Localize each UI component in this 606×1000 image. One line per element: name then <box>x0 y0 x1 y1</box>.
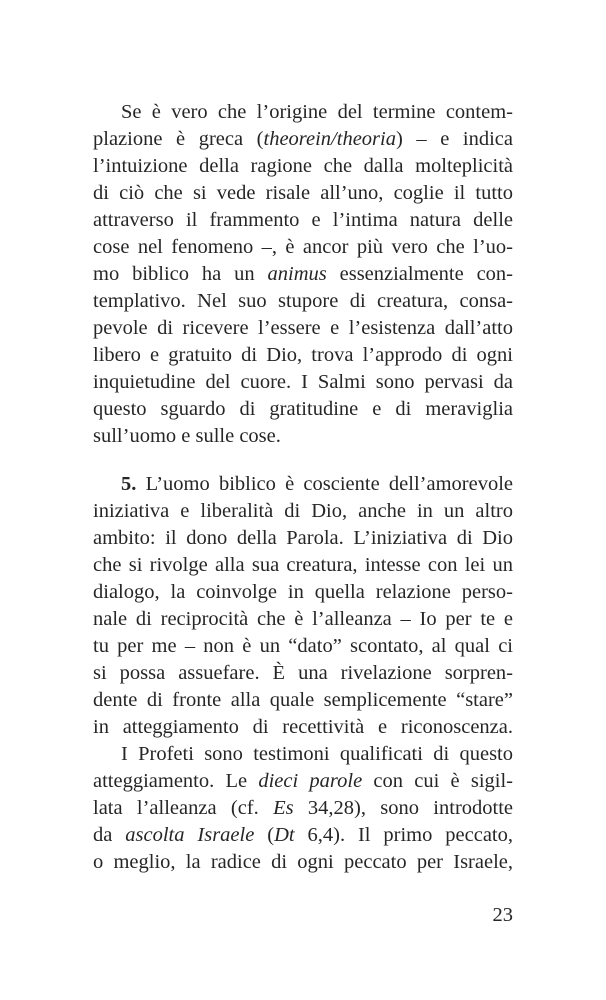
text-run: Se è vero che l’origine del termine contem- <box>121 101 513 123</box>
text-run: questo sguardo di gratitudine e di meraviglia <box>93 398 513 420</box>
text-run: dente di fronte alla quale semplicemente “stare” <box>93 689 513 711</box>
paragraph-contemplation <box>93 99 513 450</box>
text-line <box>93 741 513 768</box>
text-line <box>93 687 513 714</box>
text-line <box>93 579 513 606</box>
text-run: di ciò che si vede risale all’uno, coglie il tutto <box>93 182 513 204</box>
text-line <box>93 633 513 660</box>
text-line <box>93 234 513 261</box>
italic-term: dieci parole <box>258 770 363 792</box>
text-run: ( <box>254 824 275 846</box>
text-line <box>93 552 513 579</box>
text-line <box>93 768 513 795</box>
text-line <box>93 99 513 126</box>
text-line <box>93 126 513 153</box>
text-run: nale di reciprocità che è l’alleanza – Io per te e <box>93 608 513 630</box>
text-run: tu per me – non è un “dato” scontato, al qual ci <box>93 635 513 657</box>
text-line <box>93 315 513 342</box>
text-run: essenzialmente con- <box>326 263 513 285</box>
text-line <box>93 822 513 849</box>
text-line <box>93 714 513 741</box>
text-run: lata l’alleanza (cf. <box>93 797 274 819</box>
italic-term: ascolta Israele <box>125 824 255 846</box>
text-run: che si rivolge alla sua creatura, intesse con lei un <box>93 554 513 576</box>
text-run: iniziativa e liberalità di Dio, anche in un altro <box>93 500 513 522</box>
text-line <box>93 471 513 498</box>
text-run: ambito: il dono della Parola. L’iniziativa di Dio <box>93 527 513 549</box>
text-run: mo biblico ha un <box>93 263 268 285</box>
text-run: in atteggiamento di recettività e riconoscenza. <box>93 716 513 738</box>
text-run: libero e gratuito di Dio, trova l’approdo di ogni <box>93 344 513 366</box>
italic-term: animus <box>267 263 327 285</box>
text-line <box>93 498 513 525</box>
text-run: L’uomo biblico è cosciente dell’amorevole <box>136 473 513 495</box>
text-line <box>93 396 513 423</box>
text-run: pevole di ricevere l’essere e l’esistenza dall’atto <box>93 317 513 339</box>
section-5-body <box>93 471 513 876</box>
text-line <box>93 342 513 369</box>
text-run: dialogo, la coinvolge in quella relazione perso- <box>93 581 513 603</box>
text-run: attraverso il frammento e l’intima natura delle <box>93 209 513 231</box>
text-line <box>93 606 513 633</box>
text-run: sull’uomo e sulle cose. <box>93 425 281 447</box>
text-run: inquietudine del cuore. I Salmi sono pervasi da <box>93 371 513 393</box>
text-line <box>93 423 513 450</box>
italic-term: theorein/theoria <box>263 128 396 150</box>
text-run: o meglio, la radice di ogni peccato per Israele, <box>93 851 513 873</box>
text-line <box>93 525 513 552</box>
text-run: templativo. Nel suo stupore di creatura, consa- <box>93 290 513 312</box>
text-line <box>93 660 513 687</box>
text-run: I Profeti sono testimoni qualificati di questo <box>121 743 513 765</box>
text-line <box>93 795 513 822</box>
page-number: 23 <box>492 904 513 926</box>
text-run: atteggiamento. Le <box>93 770 259 792</box>
text-run: si possa assuefare. È una rivelazione sorpren- <box>93 662 513 684</box>
text-line <box>93 288 513 315</box>
text-run: 34,28), sono introdotte <box>293 797 514 819</box>
text-run: cose nel fenomeno –, è ancor più vero che l’uo- <box>93 236 513 258</box>
text-line <box>93 207 513 234</box>
italic-term: Es <box>273 797 294 819</box>
italic-term: Dt <box>274 824 295 846</box>
text-line <box>93 849 513 876</box>
text-run: da <box>93 824 126 846</box>
text-line <box>93 261 513 288</box>
text-run: con cui è sigil- <box>362 770 513 792</box>
text-run: l’intuizione della ragione che dalla molteplicità <box>93 155 513 177</box>
text-line <box>93 180 513 207</box>
section-number: 5. <box>121 473 137 495</box>
text-line <box>93 369 513 396</box>
text-line <box>93 153 513 180</box>
text-run: plazione è greca ( <box>93 128 264 150</box>
text-run: ) – e indica <box>395 128 513 150</box>
text-run: 6,4). Il primo peccato, <box>294 824 513 846</box>
